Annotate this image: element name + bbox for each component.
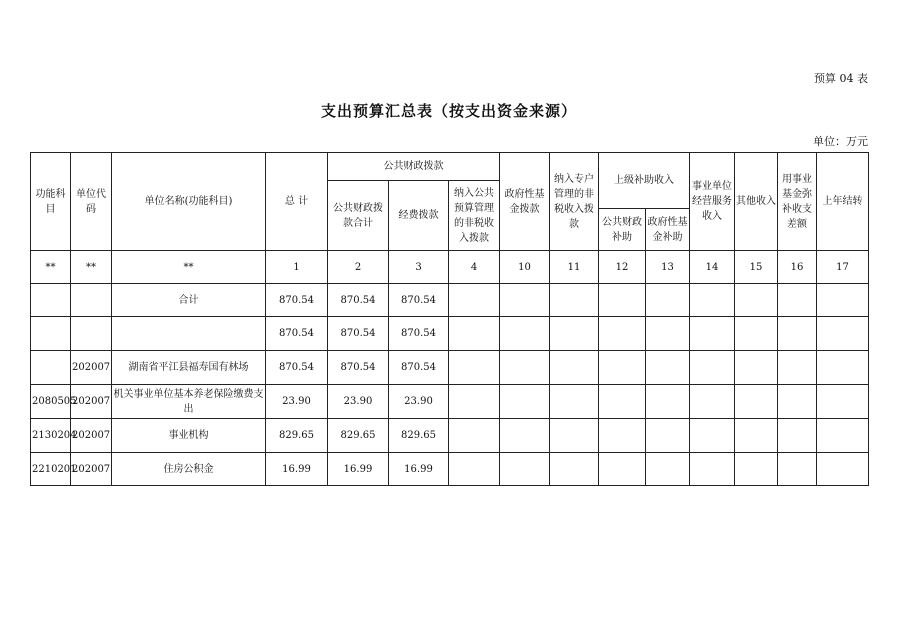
empty-cell [550, 453, 599, 486]
index-cell: 12 [599, 251, 646, 284]
func-code-cell: 2130204 [31, 419, 71, 453]
empty-cell [817, 351, 869, 385]
empty-cell [500, 385, 550, 419]
index-row [31, 251, 869, 284]
unit-code-cell: 202007 [71, 453, 112, 486]
budget-table [30, 152, 869, 486]
index-cell: 1 [266, 251, 328, 284]
empty-cell [550, 385, 599, 419]
header-special-nontax: 纳入专户管理的非税收入拨款 [550, 153, 599, 251]
empty-cell [735, 419, 778, 453]
index-cell: 17 [817, 251, 869, 284]
total-cell: 870.54 [266, 351, 328, 385]
header-operating-funds: 经费拨款 [389, 181, 449, 251]
unit-code-cell: 202007 [71, 419, 112, 453]
operating-cell: 829.65 [389, 419, 449, 453]
empty-cell [778, 385, 817, 419]
table-row [31, 284, 869, 317]
index-cell: ** [71, 251, 112, 284]
total-cell: 829.65 [266, 419, 328, 453]
table-row [31, 453, 869, 486]
table-row [31, 385, 869, 419]
operating-cell: 870.54 [389, 284, 449, 317]
name-cell: 住房公积金 [112, 453, 266, 486]
empty-cell [500, 284, 550, 317]
header-carryover: 上年结转 [817, 153, 869, 251]
unit-code-cell [71, 317, 112, 351]
empty-cell [778, 419, 817, 453]
empty-cell [599, 453, 646, 486]
total-cell: 23.90 [266, 385, 328, 419]
empty-cell [817, 385, 869, 419]
index-cell: 2 [328, 251, 389, 284]
page-title: 支出预算汇总表（按支出资金来源） [320, 102, 577, 120]
empty-cell [690, 385, 735, 419]
form-number: 预算 04 表 [814, 72, 868, 85]
header-unit-name: 单位名称(功能科目) [112, 153, 266, 251]
empty-cell [599, 351, 646, 385]
func-code-cell: 2210201 [31, 453, 71, 486]
table-row [31, 317, 869, 351]
name-cell: 合计 [112, 284, 266, 317]
pf-total-cell: 870.54 [328, 351, 389, 385]
empty-cell [735, 317, 778, 351]
empty-cell [449, 453, 500, 486]
empty-cell [449, 385, 500, 419]
pf-total-cell: 870.54 [328, 317, 389, 351]
func-code-cell [31, 351, 71, 385]
empty-cell [735, 351, 778, 385]
header-total: 总 计 [266, 153, 328, 251]
pf-total-cell: 870.54 [328, 284, 389, 317]
empty-cell [817, 317, 869, 351]
empty-cell [599, 419, 646, 453]
empty-cell [550, 284, 599, 317]
empty-cell [646, 284, 690, 317]
empty-cell [449, 317, 500, 351]
empty-cell [690, 351, 735, 385]
empty-cell [690, 453, 735, 486]
unit-code-cell: 202007 [71, 385, 112, 419]
name-cell [112, 317, 266, 351]
index-cell: ** [31, 251, 71, 284]
empty-cell [646, 351, 690, 385]
empty-cell [500, 317, 550, 351]
operating-cell: 870.54 [389, 317, 449, 351]
empty-cell [690, 419, 735, 453]
empty-cell [599, 317, 646, 351]
index-cell: 15 [735, 251, 778, 284]
empty-cell [500, 453, 550, 486]
index-cell: 10 [500, 251, 550, 284]
name-cell: 事业机构 [112, 419, 266, 453]
empty-cell [550, 351, 599, 385]
empty-cell [778, 317, 817, 351]
func-code-cell: 2080505 [31, 385, 71, 419]
empty-cell [735, 453, 778, 486]
header-reserve-fund: 用事业基金弥补收支差额 [778, 153, 817, 251]
empty-cell [449, 284, 500, 317]
name-cell: 湖南省平江县福寿国有林场 [112, 351, 266, 385]
index-cell: 4 [449, 251, 500, 284]
header-gov-fund-subsidy: 政府性基金补助 [646, 209, 690, 251]
header-gov-fund: 政府性基金拨款 [500, 153, 550, 251]
func-code-cell [31, 284, 71, 317]
empty-cell [550, 317, 599, 351]
operating-cell: 23.90 [389, 385, 449, 419]
header-public-finance-total: 公共财政拨款合计 [328, 181, 389, 251]
header-superior-subsidy-group: 上级补助收入 [599, 153, 690, 209]
empty-cell [646, 385, 690, 419]
empty-cell [646, 453, 690, 486]
total-cell: 870.54 [266, 284, 328, 317]
empty-cell [550, 419, 599, 453]
index-cell: 11 [550, 251, 599, 284]
empty-cell [646, 419, 690, 453]
empty-cell [778, 453, 817, 486]
unit-label: 单位：万元 [813, 135, 868, 148]
header-other-income: 其他收入 [735, 153, 778, 251]
operating-cell: 870.54 [389, 351, 449, 385]
empty-cell [817, 284, 869, 317]
empty-cell [817, 419, 869, 453]
empty-cell [500, 351, 550, 385]
empty-cell [735, 284, 778, 317]
index-cell: ** [112, 251, 266, 284]
header-business-service: 事业单位经营服务收入 [690, 153, 735, 251]
empty-cell [646, 317, 690, 351]
pf-total-cell: 829.65 [328, 419, 389, 453]
empty-cell [735, 385, 778, 419]
header-unit-code: 单位代码 [71, 153, 112, 251]
pf-total-cell: 16.99 [328, 453, 389, 486]
index-cell: 16 [778, 251, 817, 284]
empty-cell [500, 419, 550, 453]
index-cell: 13 [646, 251, 690, 284]
unit-code-cell: 202007 [71, 351, 112, 385]
empty-cell [449, 419, 500, 453]
header-public-finance-group: 公共财政拨款 [328, 153, 500, 181]
total-cell: 16.99 [266, 453, 328, 486]
pf-total-cell: 23.90 [328, 385, 389, 419]
empty-cell [690, 317, 735, 351]
operating-cell: 16.99 [389, 453, 449, 486]
total-cell: 870.54 [266, 317, 328, 351]
header-func-code: 功能科目 [31, 153, 71, 251]
empty-cell [599, 284, 646, 317]
unit-code-cell [71, 284, 112, 317]
empty-cell [778, 351, 817, 385]
table-row [31, 351, 869, 385]
empty-cell [449, 351, 500, 385]
empty-cell [599, 385, 646, 419]
header-public-budget-nontax: 纳入公共预算管理的非税收入拨款 [449, 181, 500, 251]
table-row [31, 419, 869, 453]
header-public-finance-subsidy: 公共财政补助 [599, 209, 646, 251]
empty-cell [690, 284, 735, 317]
name-cell: 机关事业单位基本养老保险缴费支出 [112, 385, 266, 419]
func-code-cell [31, 317, 71, 351]
empty-cell [778, 284, 817, 317]
header-row-1 [31, 153, 869, 181]
index-cell: 14 [690, 251, 735, 284]
empty-cell [817, 453, 869, 486]
index-cell: 3 [389, 251, 449, 284]
